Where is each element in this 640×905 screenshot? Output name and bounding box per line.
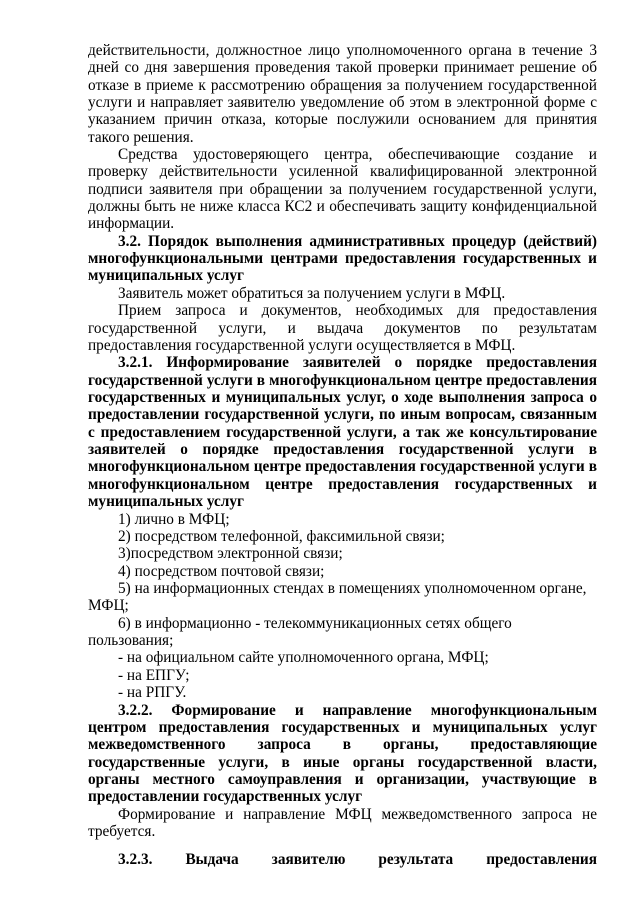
list-item: пользования; — [88, 632, 174, 649]
section-heading: муниципальных услуг — [88, 493, 244, 510]
section-heading: многофункциональном центре предоставления государственных и — [88, 476, 597, 493]
section-heading: многофункциональными центрами предоставления государственных и — [88, 250, 597, 267]
text-line: подписи заявителя при обращении за получением государственной услуги, — [88, 181, 597, 198]
section-heading: 3.2.2. Формирование и направление многофункциональным — [118, 702, 597, 719]
list-item: 1) лично в МФЦ; — [118, 511, 230, 528]
section-heading: многофункциональном центре предоставления государственной услуги в — [88, 458, 597, 475]
text-line: отказе в приеме к рассмотрению обращения за получением государственной — [88, 77, 597, 94]
list-item: 3)посредством электронной связи; — [118, 545, 343, 562]
text-line: предоставления государственной услуги осуществляется в МФЦ. — [88, 337, 516, 354]
section-heading: с предоставлением государственной услуги, а так же консультирование — [88, 424, 597, 441]
section-heading: предоставлении государственных услуг — [88, 788, 363, 805]
text-line: указанием причин отказа, которые послужили основанием для принятия — [88, 111, 597, 128]
section-heading: государственные услуги, в иные органы государственной власти, — [88, 754, 597, 771]
text-line: Прием запроса и документов, необходимых для предоставления — [118, 302, 597, 319]
section-heading: заявителей о порядке предоставления государственной услуги в — [88, 441, 597, 458]
list-item: 5) на информационных стендах в помещениях уполномоченном органе, — [118, 580, 587, 597]
text-line: услуги и направляет заявителю уведомление об этом в электронной форме с — [88, 94, 597, 111]
text-line: Средства удостоверяющего центра, обеспечивающие создание и — [118, 146, 597, 163]
text-line: дней со дня завершения проведения такой проверки принимает решение об — [88, 59, 597, 76]
section-heading: муниципальных услуг — [88, 267, 244, 284]
section-heading: государственных и муниципальных услуг, о ходе выполнения запроса о — [88, 389, 597, 406]
text-line: проверку действительности усиленной квалифицированной электронной — [88, 163, 597, 180]
list-item: 4) посредством почтовой связи; — [118, 563, 325, 580]
list-item: - на РПГУ. — [118, 684, 187, 701]
section-heading: межведомственного запроса в органы, предоставляющие — [88, 736, 597, 753]
list-item: - на ЕПГУ; — [118, 667, 190, 684]
text-line: Заявитель может обратиться за получением услуги в МФЦ. — [118, 285, 506, 302]
text-line: действительности, должностное лицо уполномоченного органа в течение 3 — [88, 42, 597, 59]
section-heading: государственной услуги в многофункциональном центре предоставления — [88, 372, 597, 389]
list-item: 2) посредством телефонной, факсимильной связи; — [118, 528, 445, 545]
section-heading: 3.2. Порядок выполнения административных процедур (действий) — [118, 233, 597, 250]
section-heading: центром предоставления государственных и муниципальных услуг — [88, 719, 597, 736]
list-item: МФЦ; — [88, 597, 129, 614]
section-heading: предоставлении государственной услуги, по иным вопросам, связанным — [88, 406, 597, 423]
text-line: государственной услуги, и выдача документов по результатам — [88, 320, 597, 337]
section-heading: 3.2.1. Информирование заявителей о порядке предоставления — [118, 354, 597, 371]
text-line: требуется. — [88, 823, 156, 840]
text-line: Формирование и направление МФЦ межведомственного запроса не — [118, 806, 597, 823]
section-heading: 3.2.3. Выдача заявителю результата предоставления — [118, 851, 597, 868]
section-heading: органы местного самоуправления и организации, участвующие в — [88, 771, 597, 788]
list-item: - на официальном сайте уполномоченного органа, МФЦ; — [118, 649, 489, 666]
text-line: информации. — [88, 215, 175, 232]
text-line: такого решения. — [88, 129, 194, 146]
list-item: 6) в информационно - телекоммуникационных сетях общего — [118, 615, 512, 632]
text-line: должны быть не ниже класса КС2 и обеспечивать защиту конфиденциальной — [88, 198, 597, 215]
